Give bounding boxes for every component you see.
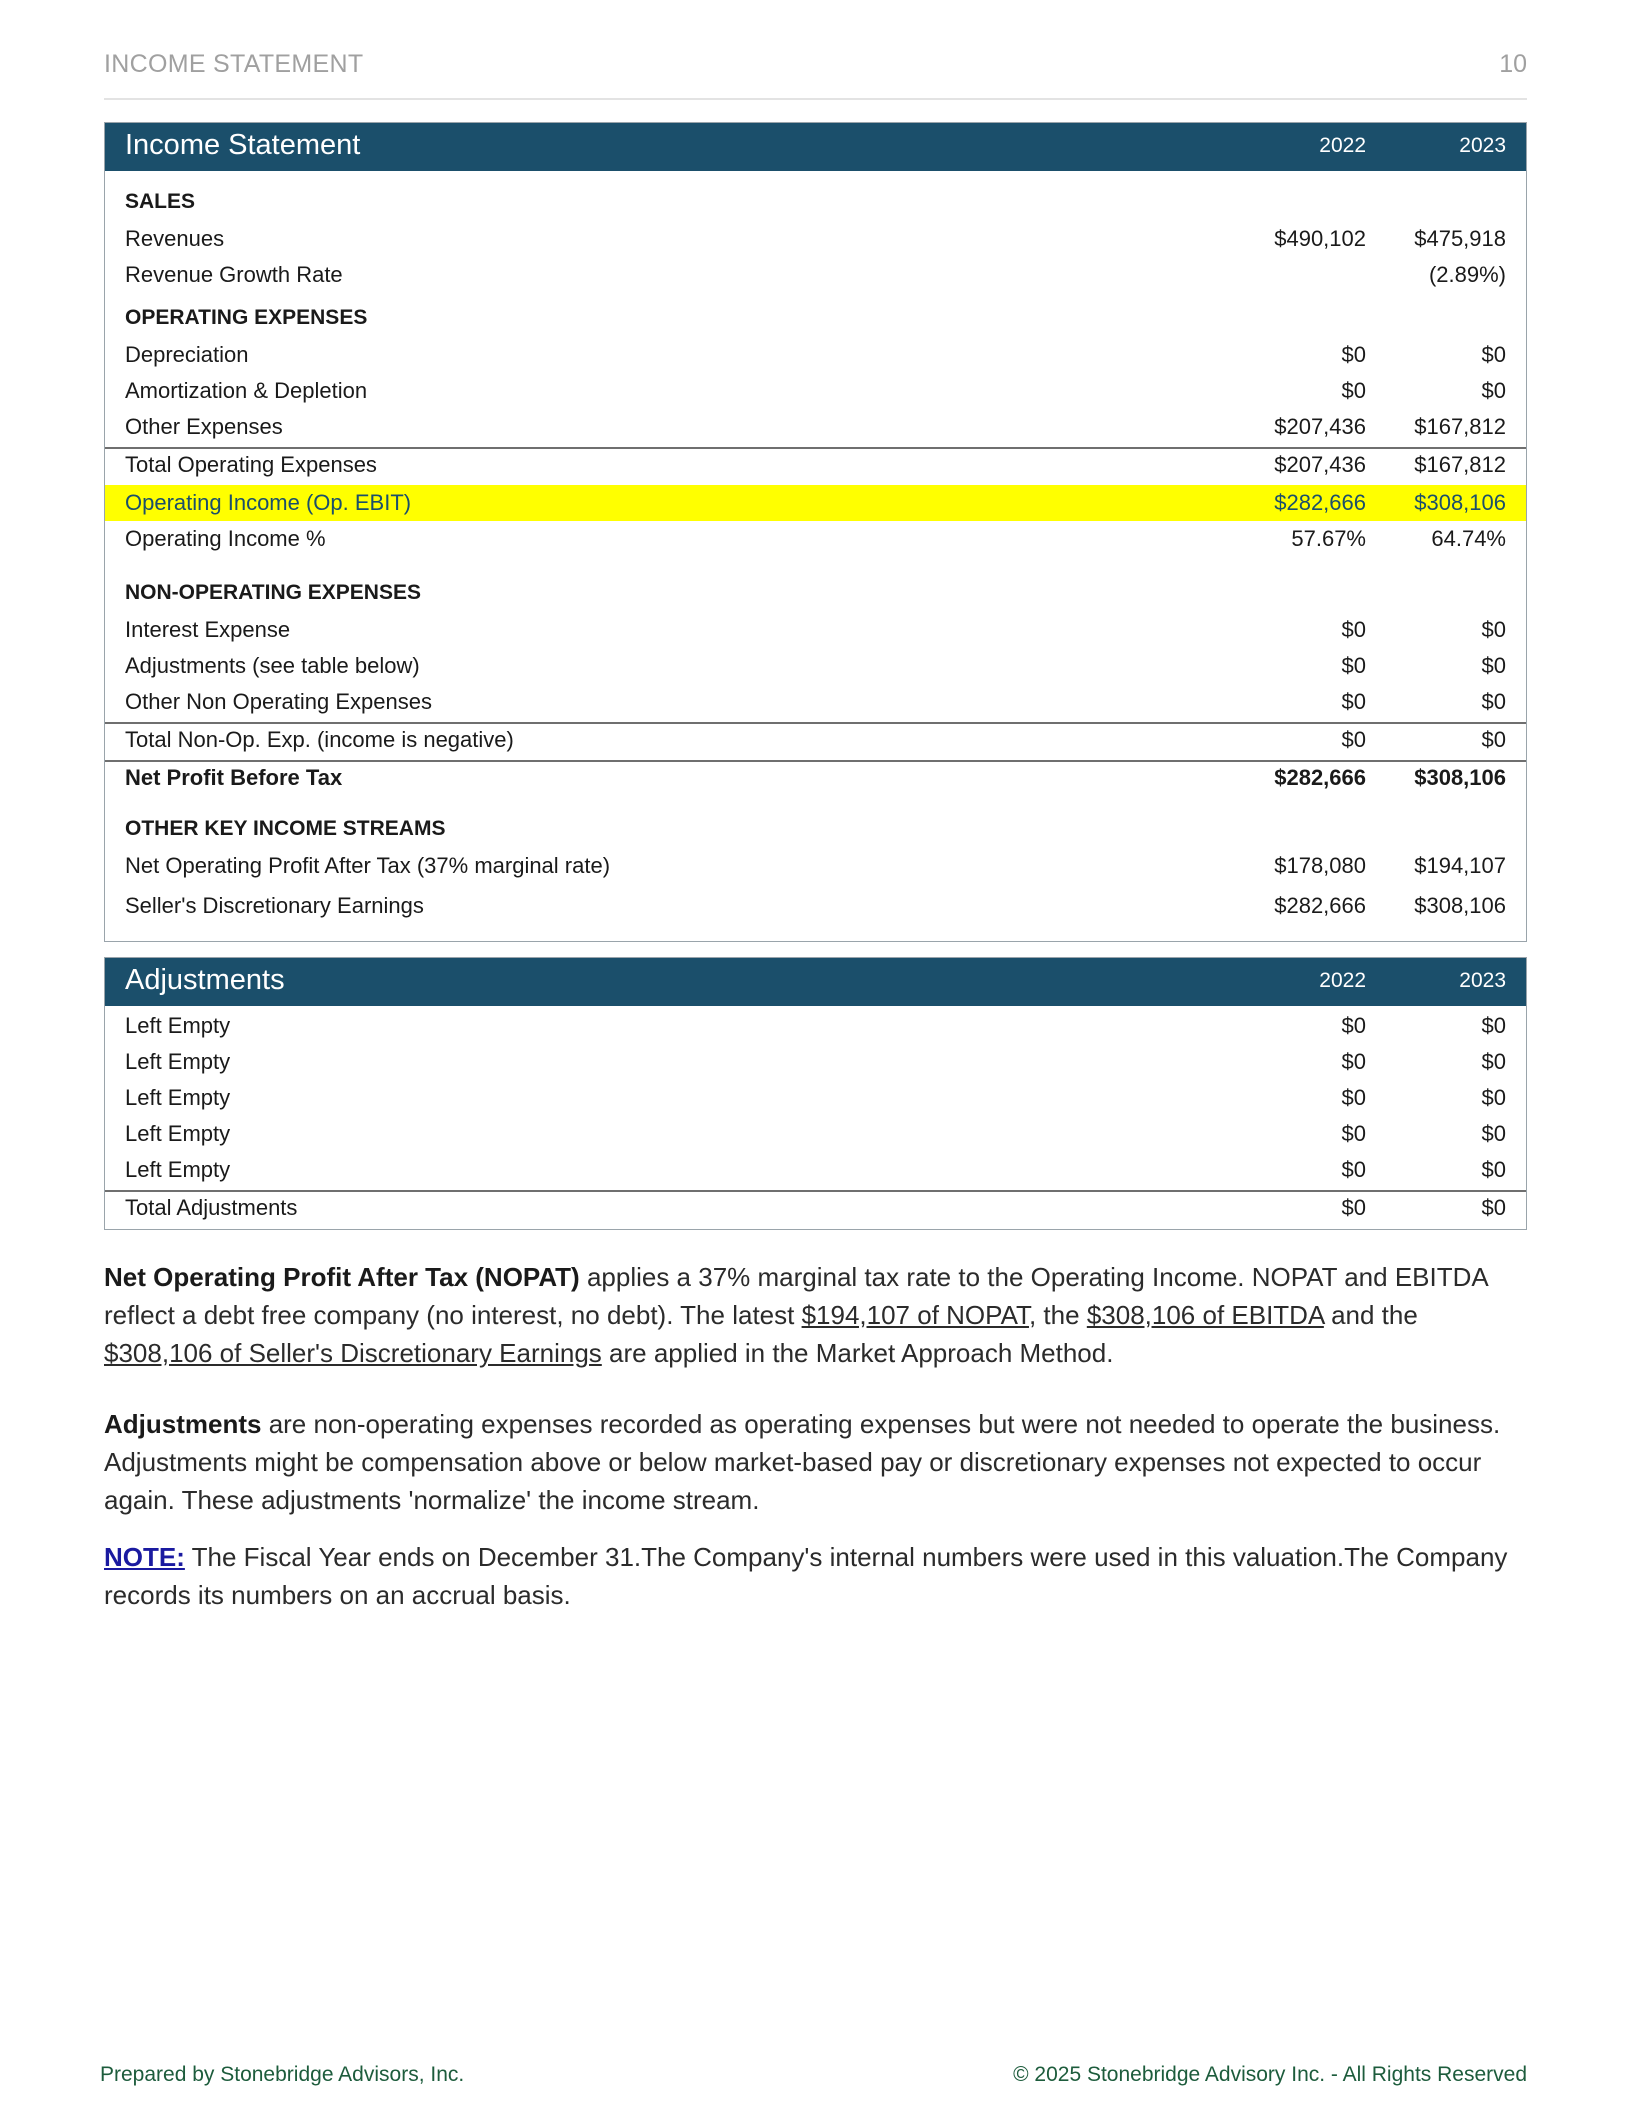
table-row-amortization bbox=[105, 373, 1526, 409]
table-row bbox=[105, 1116, 1526, 1152]
section-heading-other-income-streams bbox=[105, 812, 1526, 848]
value-2022: $207,436 bbox=[1274, 452, 1366, 477]
value-2022: $282,666 bbox=[1274, 490, 1366, 515]
table-row-sde bbox=[105, 888, 1526, 924]
note-link[interactable]: NOTE: bbox=[104, 1542, 185, 1572]
value-2023: $0 bbox=[1481, 689, 1506, 714]
value-2022: $0 bbox=[1341, 342, 1366, 367]
table-title: Adjustments bbox=[125, 964, 285, 996]
table-header bbox=[105, 958, 1526, 1006]
table-row-revenues bbox=[105, 221, 1526, 257]
adjustments-term: Adjustments bbox=[104, 1409, 262, 1439]
value-2022: $0 bbox=[1341, 689, 1366, 714]
value-2023: $0 bbox=[1481, 727, 1506, 752]
table-row-growth-rate bbox=[105, 257, 1526, 293]
value-2022: 57.67% bbox=[1291, 526, 1366, 551]
table-row-other-expenses bbox=[105, 409, 1526, 445]
value-2022: $0 bbox=[1341, 1195, 1366, 1220]
page-footer bbox=[100, 2063, 1527, 2093]
row-label: Left Empty bbox=[125, 1157, 231, 1182]
footer-prepared-by: Prepared by Stonebridge Advisors, Inc. bbox=[100, 2063, 465, 2086]
header-title: INCOME STATEMENT bbox=[104, 50, 364, 78]
value-2023: $0 bbox=[1481, 1013, 1506, 1038]
value-2023: $167,812 bbox=[1414, 414, 1506, 439]
note-paragraph bbox=[104, 1538, 1527, 1614]
sde-value: $308,106 of Seller's Discretionary Earnings bbox=[104, 1338, 602, 1368]
value-2022: $0 bbox=[1341, 378, 1366, 403]
value-2023: $0 bbox=[1481, 617, 1506, 642]
value-2022: $0 bbox=[1341, 617, 1366, 642]
row-label: Net Profit Before Tax bbox=[125, 765, 343, 790]
column-header-2022: 2022 bbox=[1319, 134, 1366, 157]
row-label: Operating Income (Op. EBIT) bbox=[125, 490, 412, 515]
value-2022: $0 bbox=[1341, 1013, 1366, 1038]
row-label: Total Non-Op. Exp. (income is negative) bbox=[125, 727, 514, 752]
section-heading-sales bbox=[105, 185, 1526, 221]
row-label: Total Operating Expenses bbox=[125, 452, 377, 477]
value-2022: $0 bbox=[1341, 1157, 1366, 1182]
value-2023: $0 bbox=[1481, 1195, 1506, 1220]
section-heading-non-operating-expenses bbox=[105, 576, 1526, 612]
paragraph-text: applies a 37% marginal tax rate to the Operating Income. NOPAT and EBITDA reflect a debt free company (no interest, no debt). The latest bbox=[104, 1262, 1488, 1330]
row-label: Other Non Operating Expenses bbox=[125, 689, 432, 714]
row-label: Revenue Growth Rate bbox=[125, 262, 343, 287]
paragraph-text: are applied in the Market Approach Method. bbox=[601, 1338, 1114, 1368]
row-label: Operating Income % bbox=[125, 526, 326, 551]
value-2023: $194,107 bbox=[1414, 853, 1506, 878]
row-label: Depreciation bbox=[125, 342, 249, 367]
row-label: Other Expenses bbox=[125, 414, 283, 439]
page-header bbox=[104, 46, 1527, 86]
row-label: Amortization & Depletion bbox=[125, 378, 368, 403]
nopat-value: $194,107 of NOPAT bbox=[801, 1300, 1029, 1330]
row-label: Net Operating Profit After Tax (37% marginal rate) bbox=[125, 853, 611, 878]
nopat-paragraph bbox=[104, 1258, 1527, 1372]
row-label: Total Adjustments bbox=[125, 1195, 298, 1220]
table-row-other-non-operating bbox=[105, 684, 1526, 720]
value-2022: $0 bbox=[1341, 1121, 1366, 1146]
row-label: Left Empty bbox=[125, 1013, 231, 1038]
value-2023: (2.89%) bbox=[1428, 262, 1506, 287]
section-heading-operating-expenses bbox=[105, 301, 1526, 337]
value-2022: $178,080 bbox=[1274, 853, 1366, 878]
table-row-operating-income bbox=[105, 485, 1526, 521]
table-row bbox=[105, 1044, 1526, 1080]
table-row bbox=[105, 1152, 1526, 1188]
table-row-total-operating-expenses bbox=[105, 447, 1526, 483]
value-2022: $0 bbox=[1341, 1049, 1366, 1074]
paragraph-text: are non-operating expenses recorded as operating expenses but were not needed to operate the business. Adjustments might be compensation above or below market-based pay or discretionary expenses not expected to occur again. These adjustments 'normalize' the income stream. bbox=[104, 1409, 1501, 1515]
value-2022: $282,666 bbox=[1274, 893, 1366, 918]
value-2023: $308,106 bbox=[1414, 765, 1506, 790]
income-statement-table bbox=[104, 122, 1527, 942]
value-2023: $0 bbox=[1481, 342, 1506, 367]
value-2022: $282,666 bbox=[1274, 765, 1366, 790]
table-row-net-profit-before-tax bbox=[105, 760, 1526, 796]
value-2023: $0 bbox=[1481, 1085, 1506, 1110]
row-label: Left Empty bbox=[125, 1121, 231, 1146]
value-2022: $0 bbox=[1341, 727, 1366, 752]
row-label: Interest Expense bbox=[125, 617, 291, 642]
table-row-operating-income-percent bbox=[105, 521, 1526, 557]
adjustments-paragraph bbox=[104, 1405, 1527, 1519]
table-row-depreciation bbox=[105, 337, 1526, 373]
row-label: Adjustments (see table below) bbox=[125, 653, 420, 678]
table-row bbox=[105, 1080, 1526, 1116]
value-2022: $490,102 bbox=[1274, 226, 1366, 251]
value-2023: $0 bbox=[1481, 1121, 1506, 1146]
value-2023: $167,812 bbox=[1414, 452, 1506, 477]
adjustments-table bbox=[104, 957, 1527, 1230]
column-header-2023: 2023 bbox=[1459, 134, 1506, 157]
section-label: SALES bbox=[125, 190, 196, 213]
table-row bbox=[105, 1008, 1526, 1044]
row-label: Left Empty bbox=[125, 1085, 231, 1110]
column-header-2023: 2023 bbox=[1459, 969, 1506, 992]
header-divider bbox=[104, 98, 1527, 100]
value-2022: $0 bbox=[1341, 653, 1366, 678]
table-title: Income Statement bbox=[125, 129, 361, 161]
paragraph-text: The Fiscal Year ends on December 31.The Company's internal numbers were used in this valuation.The Company records its numbers on an accrual basis. bbox=[104, 1542, 1508, 1610]
table-row-adjustments bbox=[105, 648, 1526, 684]
nopat-term: Net Operating Profit After Tax (NOPAT) bbox=[104, 1262, 580, 1292]
table-row-nopat bbox=[105, 848, 1526, 884]
value-2023: $308,106 bbox=[1414, 490, 1506, 515]
table-header bbox=[105, 123, 1526, 171]
row-label: Revenues bbox=[125, 226, 225, 251]
value-2023: $0 bbox=[1481, 653, 1506, 678]
value-2022: $0 bbox=[1341, 1085, 1366, 1110]
table-row-interest-expense bbox=[105, 612, 1526, 648]
value-2023: $0 bbox=[1481, 378, 1506, 403]
paragraph-text: , the bbox=[1028, 1300, 1087, 1330]
page-number: 10 bbox=[1499, 50, 1527, 78]
section-label: OTHER KEY INCOME STREAMS bbox=[125, 817, 446, 840]
table-row-total-non-operating bbox=[105, 722, 1526, 758]
column-header-2022: 2022 bbox=[1319, 969, 1366, 992]
row-label: Seller's Discretionary Earnings bbox=[125, 893, 424, 918]
value-2023: 64.74% bbox=[1431, 526, 1506, 551]
value-2023: $0 bbox=[1481, 1049, 1506, 1074]
table-row-total-adjustments bbox=[105, 1190, 1526, 1226]
paragraph-text: and the bbox=[1323, 1300, 1418, 1330]
value-2023: $0 bbox=[1481, 1157, 1506, 1182]
row-label: Left Empty bbox=[125, 1049, 231, 1074]
value-2022: $207,436 bbox=[1274, 414, 1366, 439]
ebitda-value: $308,106 of EBITDA bbox=[1086, 1300, 1324, 1330]
value-2023: $308,106 bbox=[1414, 893, 1506, 918]
section-label: NON-OPERATING EXPENSES bbox=[125, 581, 421, 604]
footer-copyright: © 2025 Stonebridge Advisory Inc. - All Rights Reserved bbox=[1013, 2063, 1527, 2086]
value-2023: $475,918 bbox=[1414, 226, 1506, 251]
section-label: OPERATING EXPENSES bbox=[125, 306, 368, 329]
